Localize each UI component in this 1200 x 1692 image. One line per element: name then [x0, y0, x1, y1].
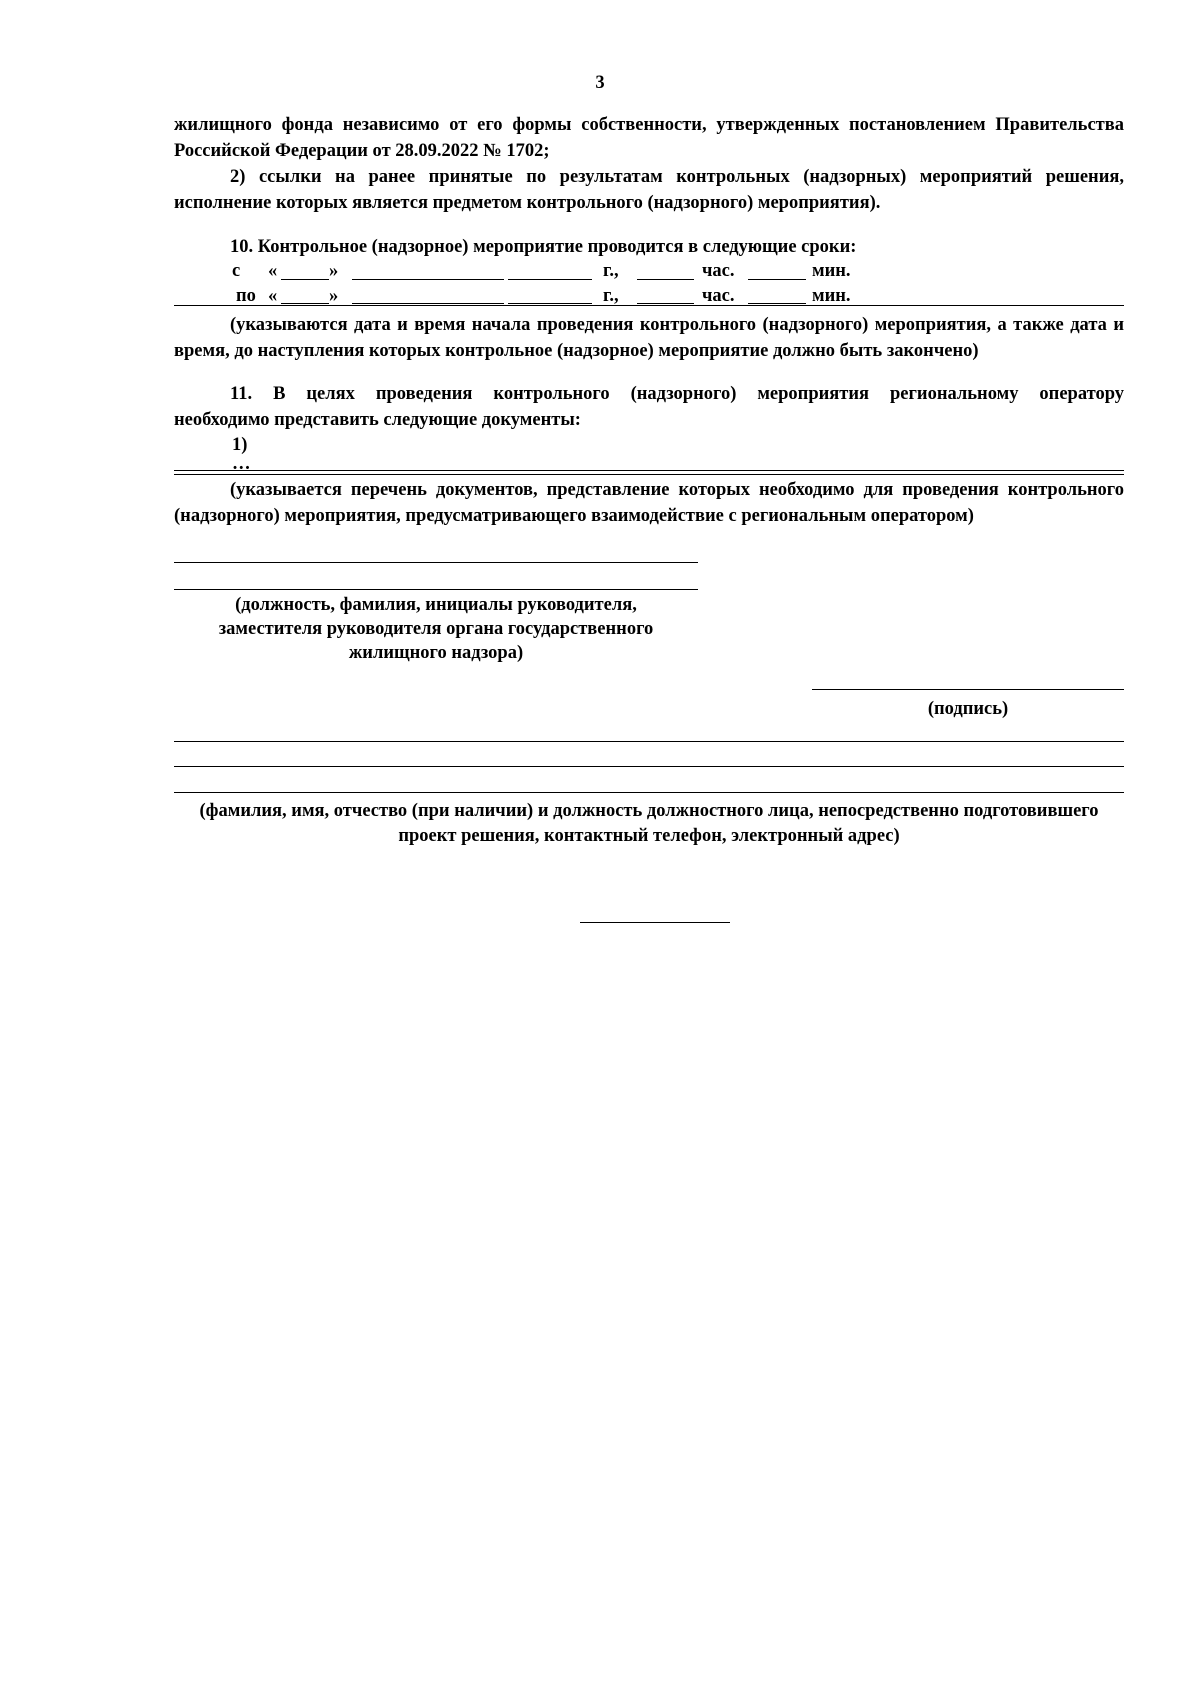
preparer-line[interactable]: [174, 741, 1124, 742]
section-11-line: необходимо представить следующие документы:: [174, 410, 581, 430]
quote-open: «: [268, 286, 278, 306]
quote-open: «: [268, 261, 278, 281]
year-suffix: г.,: [603, 261, 619, 281]
preparer-note: (фамилия, имя, отчество (при наличии) и должность должностного лица, непосредственно подготовившего: [199, 801, 1099, 821]
minute-from-field[interactable]: [748, 279, 806, 280]
preparer-line[interactable]: [174, 766, 1124, 767]
document-entry-line[interactable]: [174, 470, 1124, 471]
minute-label: мин.: [812, 286, 851, 306]
position-name-line[interactable]: [174, 589, 698, 590]
position-name-line[interactable]: [174, 562, 698, 563]
section-10-heading: 10. Контрольное (надзорное) мероприятие проводится в следующие сроки:: [230, 237, 857, 257]
paragraph-line: 2) ссылки на ранее принятые по результатам контрольных (надзорных) мероприятий решения,: [230, 167, 1124, 187]
section-10-note: (указываются дата и время начала проведения контрольного (надзорного) мероприятия, а также дата и: [230, 315, 1124, 335]
paragraph-line: исполнение которых является предметом контрольного (надзорного) мероприятия).: [174, 193, 881, 213]
signature-label: (подпись): [927, 699, 1009, 719]
quote-close: »: [329, 286, 339, 306]
hour-label: час.: [702, 286, 735, 306]
preparer-line[interactable]: [174, 792, 1124, 793]
divider-line: [174, 474, 1124, 475]
hour-from-field[interactable]: [637, 279, 694, 280]
paragraph-line: жилищного фонда независимо от его формы собственности, утвержденных постановлением Правительства: [174, 115, 1124, 135]
hour-to-field[interactable]: [637, 303, 694, 304]
hour-label: час.: [702, 261, 735, 281]
section-11-note: (надзорного) мероприятия, предусматривающего взаимодействие с региональным оператором): [174, 506, 974, 526]
paragraph-line: Российской Федерации от 28.09.2022 № 1702;: [174, 141, 550, 161]
position-note: заместителя руководителя органа государственного: [218, 619, 654, 639]
minute-to-field[interactable]: [748, 303, 806, 304]
year-to-field[interactable]: [508, 303, 592, 304]
day-to-field[interactable]: [281, 303, 329, 304]
end-of-document-line: [580, 922, 730, 923]
divider-line: [174, 305, 1124, 306]
position-note: жилищного надзора): [348, 643, 524, 663]
quote-close: »: [329, 261, 339, 281]
year-from-field[interactable]: [508, 279, 592, 280]
ellipsis: …: [232, 454, 251, 474]
section-11-line: 11. В целях проведения контрольного (надзорного) мероприятия региональному оператору: [230, 384, 1124, 404]
position-note: (должность, фамилия, инициалы руководителя,: [235, 595, 637, 615]
preparer-note: проект решения, контактный телефон, электронный адрес): [398, 826, 900, 846]
month-from-field[interactable]: [352, 279, 504, 280]
list-item-number: 1): [232, 435, 248, 455]
section-10-note: время, до наступления которых контрольное (надзорное) мероприятие должно быть закончено): [174, 341, 979, 361]
minute-label: мин.: [812, 261, 851, 281]
from-label: с: [232, 261, 241, 281]
month-to-field[interactable]: [352, 303, 504, 304]
signature-line[interactable]: [812, 689, 1124, 690]
year-suffix: г.,: [603, 286, 619, 306]
section-11-note: (указывается перечень документов, представление которых необходимо для проведения контрольного: [230, 480, 1124, 500]
day-from-field[interactable]: [281, 279, 329, 280]
page-number: 3: [595, 73, 605, 93]
to-label: по: [236, 286, 256, 306]
